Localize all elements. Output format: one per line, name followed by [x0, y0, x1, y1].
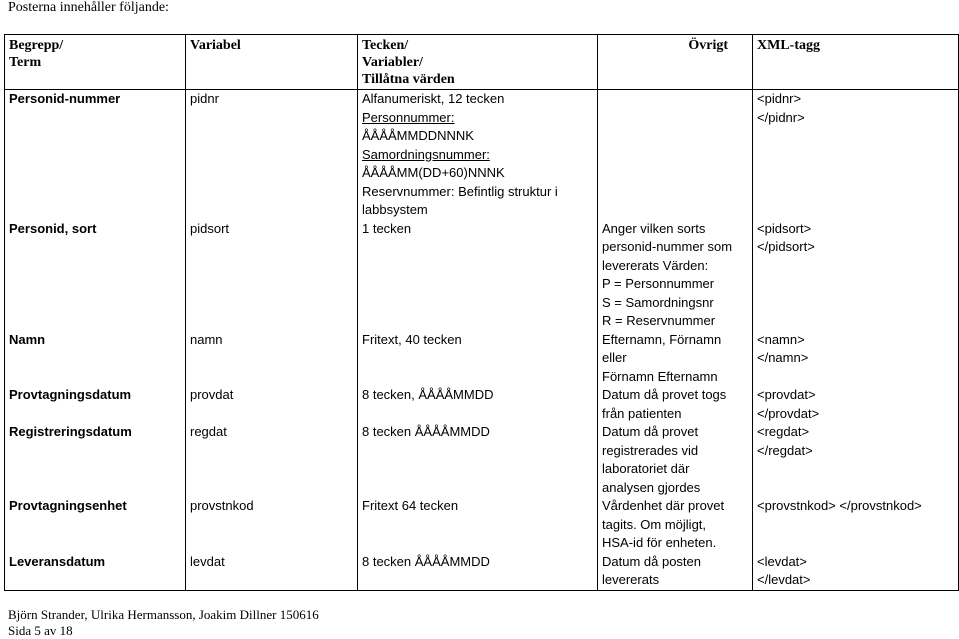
cell-variabel: pidnr — [186, 90, 358, 220]
cell-xml: <provdat> </provdat> — [753, 386, 959, 423]
header-term: Begrepp/ Term — [5, 35, 186, 90]
cell-term: Provtagningsdatum — [5, 386, 186, 423]
cell-tecken: 1 tecken — [358, 220, 598, 331]
table-row — [5, 220, 959, 331]
cell-variabel: levdat — [186, 553, 358, 591]
cell-variabel: provstnkod — [186, 497, 358, 553]
table-header-row — [5, 35, 959, 90]
cell-tecken: Fritext 64 tecken — [358, 497, 598, 553]
cell-tecken: Fritext, 40 tecken — [358, 331, 598, 387]
cell-variabel: pidsort — [186, 220, 358, 331]
header-variabel: Variabel — [186, 35, 358, 90]
table-row — [5, 90, 959, 220]
cell-term: Namn — [5, 331, 186, 387]
cell-xml: <regdat> </regdat> — [753, 423, 959, 497]
cell-ovrigt: Datum då posten levererats — [598, 553, 753, 591]
cell-xml: <pidsort> </pidsort> — [753, 220, 959, 331]
intro-text: Posterna innehåller följande: — [8, 0, 169, 15]
cell-variabel: namn — [186, 331, 358, 387]
header-xml: XML-tagg — [753, 35, 959, 90]
footer-authors: Björn Strander, Ulrika Hermansson, Joakim Dillner 150616 — [8, 607, 319, 622]
table-row — [5, 386, 959, 423]
cell-tecken: Alfanumeriskt, 12 tecken Personnummer: ÅÅÅÅMMDDNNNK Samordningsnummer: ÅÅÅÅMM(DD+60)NNNK Reservnummer: Befintlig struktur i labbsystem — [358, 90, 598, 220]
cell-term: Registreringsdatum — [5, 423, 186, 497]
cell-term: Leveransdatum — [5, 553, 186, 591]
page-footer — [8, 607, 319, 639]
cell-xml: <levdat> </levdat> — [753, 553, 959, 591]
cell-tecken: 8 tecken ÅÅÅÅMMDD — [358, 553, 598, 591]
cell-tecken: 8 tecken ÅÅÅÅMMDD — [358, 423, 598, 497]
header-tecken: Tecken/ Variabler/ Tillåtna värden — [358, 35, 598, 90]
cell-term: Personid, sort — [5, 220, 186, 331]
table-row — [5, 331, 959, 387]
cell-xml: <namn> </namn> — [753, 331, 959, 387]
cell-variabel: provdat — [186, 386, 358, 423]
footer-page-number: Sida 5 av 18 — [8, 623, 73, 638]
table-row — [5, 553, 959, 591]
cell-ovrigt: Vårdenhet där provet tagits. Om möjligt, HSA-id för enheten. — [598, 497, 753, 553]
cell-xml: <pidnr> </pidnr> — [753, 90, 959, 220]
fields-table — [4, 34, 959, 591]
cell-term: Provtagningsenhet — [5, 497, 186, 553]
header-ovrigt: Övrigt — [598, 35, 753, 90]
cell-ovrigt: Anger vilken sorts personid-nummer som levererats Värden: P = Personnummer S = Samordningsnr R = Reservnummer — [598, 220, 753, 331]
table-row — [5, 423, 959, 497]
cell-ovrigt: Datum då provet togs från patienten — [598, 386, 753, 423]
cell-xml: <provstnkod> </provstnkod> — [753, 497, 959, 553]
cell-ovrigt: Datum då provet registrerades vid laboratoriet där analysen gjordes — [598, 423, 753, 497]
cell-ovrigt: Efternamn, Förnamn eller Förnamn Efternamn — [598, 331, 753, 387]
table-row — [5, 497, 959, 553]
cell-tecken: 8 tecken, ÅÅÅÅMMDD — [358, 386, 598, 423]
cell-term: Personid-nummer — [5, 90, 186, 220]
cell-ovrigt — [598, 90, 753, 220]
cell-variabel: regdat — [186, 423, 358, 497]
